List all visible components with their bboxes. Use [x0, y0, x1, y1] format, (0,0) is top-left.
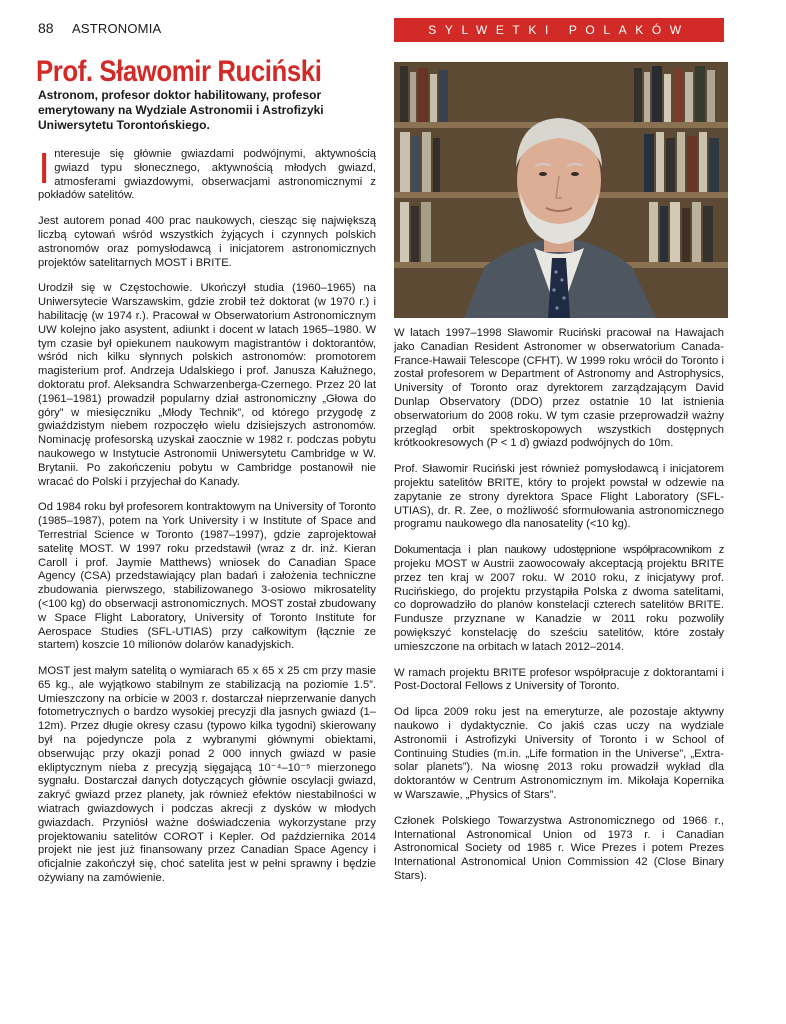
portrait-photo [394, 62, 728, 318]
paragraph-intro [38, 144, 376, 203]
paragraph-brite-rest: projeku MOST w Austrii zaowocowały akceptacją projektu BRITE przez ten kraj w 2007 roku. W 2010 roku, z inicjatywy prof. Rucińskiego, do projektu przystąpiła Polska z dwoma satelitami, co doprowadziło do planów konstelacji czterech satelitów BRITE. Fundusze przyznane w Kanadzie w 2011 roku pozwoliły powiększyć konstelację do sześciu satelitów, które zostały umieszczone na orbitach w latach 2012–2014. [394, 557, 724, 653]
right-column [394, 327, 724, 896]
paragraph: Urodził się w Częstochowie. Ukończył studia (1960–1965) na Uniwersytecie Warszawskim, gdzie zrobił też doktorat (w 1970 r.) i habilitację (w 1974 r.). Pracował w Obserwatorium Astronomicznym UW kolejno jako asystent, adiunkt i docent w latach 1965–1980. W tym czasie był opiekunem naukowym magistrantów i doktorantów, wśród nich kilku słynnych polskich astronomów: promotorem magisterium prof. Andrzeja Udalskiego i prof. Janusza Kałużnego, doktoratu prof. Aleksandra Schwarzenberga-Czernego. Przez 20 lat (1961–1981) prowadził popularny dział astronomiczny „Głowa do góry” w miesięczniku „Młody Technik”, od którego przygodę z gwiaździstym niebem rozpoczęło wielu dzisiejszych astronomów. Nominację profesorską uzyskał zaocznie w 1982 r. podczas pobytu naukowego w Instytucie Astronomii Uniwersytetu Cambridge w W. Brytanii. Po zakończeniu pobytu w Cambridge postanowił nie wracać do Polski i przyjechał do Kanady. [38, 282, 376, 488]
series-label: SYLWETKI POLAKÓW [428, 23, 690, 37]
paragraph: Od lipca 2009 roku jest na emeryturze, ale pozostaje aktywny naukowo i dydaktycznie. Co jakiś czas uczy na wydziale Astronomii i Astrofizyki University of Toronto i w School of Continuing Studies (m.in. „Life formation in the Universe”, „Extra-solar planets”). Na wiosnę 2013 roku prowadził wykład dla doktorantów w Centrum Astronomicznym im. Mikołaja Kopernika w Warszawie, „Physics of Stars”. [394, 706, 724, 801]
paragraph-brite [394, 544, 724, 654]
paragraph: Członek Polskiego Towarzystwa Astronomicznego od 1966 r., International Astronomical Union od 1973 r. i Canadian Astronomical Society od 1985 r. Wice Prezes i potem Prezes International Astronomical Union Commission 42 (Close Binary Stars). [394, 814, 724, 882]
paragraph: Prof. Sławomir Ruciński jest również pomysłodawcą i inicjatorem projektu satelitów BRITE, który to projekt powstał w odzewie na zapytanie ze strony dyrektora Space Flight Laboratory (SFL-UTIAS), dr. R. Zee, o możliwość sformułowania astronomicznego programu naukowego dla nanosatelity (<10 kg). [394, 463, 724, 531]
portrait-image [394, 62, 728, 318]
paragraph-brite-lead: Dokumentacja i plan naukowy udostępnione współpracownikom z [394, 544, 724, 557]
paragraph: MOST jest małym satelitą o wymiarach 65 x 65 x 25 cm przy masie 65 kg., ale wyjątkowo stabilnym ze stabilizacją na poziomie 1.5”. Umieszczony na orbicie w 2003 r. dostarczał nieprzerwanie danych fotometrycznych o bardzo wysokiej precyzji dla jasnych gwiazd (1–12m). Przez długie okresy czasu (typowo kilka tygodni) skierowany był na pojedyncze pola z wybranymi głównymi obiektami, obserwując przy okazji ponad 2 000 innych gwiazd w pasie ekliptycznym nieba z precyzją sięgającą 10⁻⁴–10⁻⁵ mierzonego sygnału. Dostarczał danych dotyczących głównie oscylacji gwiazd, zakryć gwiazd przez planety, jak również efektów niestabilności w wiatrach gwiazdowych i podczas akrecji z dysków w młodych gwiazdach. Przyniósł ważne doświadczenia wykorzystane przy projektowaniu satelitów COROT i Kepler. Od października 2014 projekt nie jest już finansowany przez Canadian Space Agency i oficjalnie zakończył się, choć satelita jest w pełni sprawny i będzie ożywiany na zamówienie. [38, 665, 376, 885]
series-band [394, 18, 724, 42]
left-column [38, 144, 376, 898]
section-label: ASTRONOMIA [72, 21, 162, 36]
dropcap: I [38, 144, 51, 193]
page-number: 88 [38, 20, 54, 36]
article-title: Prof. Sławomir Ruciński [36, 55, 322, 88]
paragraph: Jest autorem ponad 400 prac naukowych, ciesząc się największą liczbą cytowań wśród wszystkich żyjących i czynnych polskich astronomów oraz pomysłodawcą i inicjatorem astronomicznych projektów satelitarnych MOST i BRITE. [38, 215, 376, 269]
paragraph: W ramach projektu BRITE profesor współpracuje z doktorantami i Post-Doctoral Fellows z University of Toronto. [394, 666, 724, 693]
paragraph-intro-text: nteresuje się głównie gwiazdami podwójnymi, aktywnością gwiazd typu słonecznego, aktywnością młodych gwiazd, atmosferami gwiazdowymi, obserwacjami astronomicznymi z pokładów satelitów. [38, 148, 376, 202]
article-lead: Astronom, profesor doktor habilitowany, profesor emerytowany na Wydziale Astronomii i Astrofizyki Uniwersytetu Torontońskiego. [38, 88, 324, 132]
paragraph: W latach 1997–1998 Sławomir Ruciński pracował na Hawajach jako Canadian Resident Astronomer w obserwatorium Canada-France-Hawaii Telescope (CFHT). W 1999 roku wrócił do Toronto i został profesorem w Department of Astronomy and Astrophysics, University of Toronto oraz dyrektorem zarządzającym David Dunlap Observatory (DDO) przez ostatnie 10 lat istnienia obserwatorium do 2008 roku. W tym czasie przeprowadził ważny przegląd orbit spektroskopowych wszystkich dostępnych krótkookresowych (P < 1 d) gwiazd podwójnych do 10m. [394, 327, 724, 450]
paragraph: Od 1984 roku był profesorem kontraktowym na University of Toronto (1985–1987), potem na York University i w Institute of Space and Terrestrial Science w Toronto (1987–1997), gdzie zaprojektował satelitę MOST. W 1997 roku przedstawił (wraz z dr. inż. Kieran Caroll i prof. Jaymie Matthews) wniosek do Canadian Space Agency (CSA) przedstawiający plan badań i założenia techniczne zbudowania pierwszego, stabilizowanego 3-osiowo mikrosatelity (<100 kg) do obserwacji astronomicznych. MOST został zbudowany w Space Flight Laboratory, University of Toronto Institute for Aerospace Studies (SFL-UTIAS) przy całkowitym (łącznie ze startem) koszcie 10 milionów dolarów kanadyjskich. [38, 501, 376, 652]
